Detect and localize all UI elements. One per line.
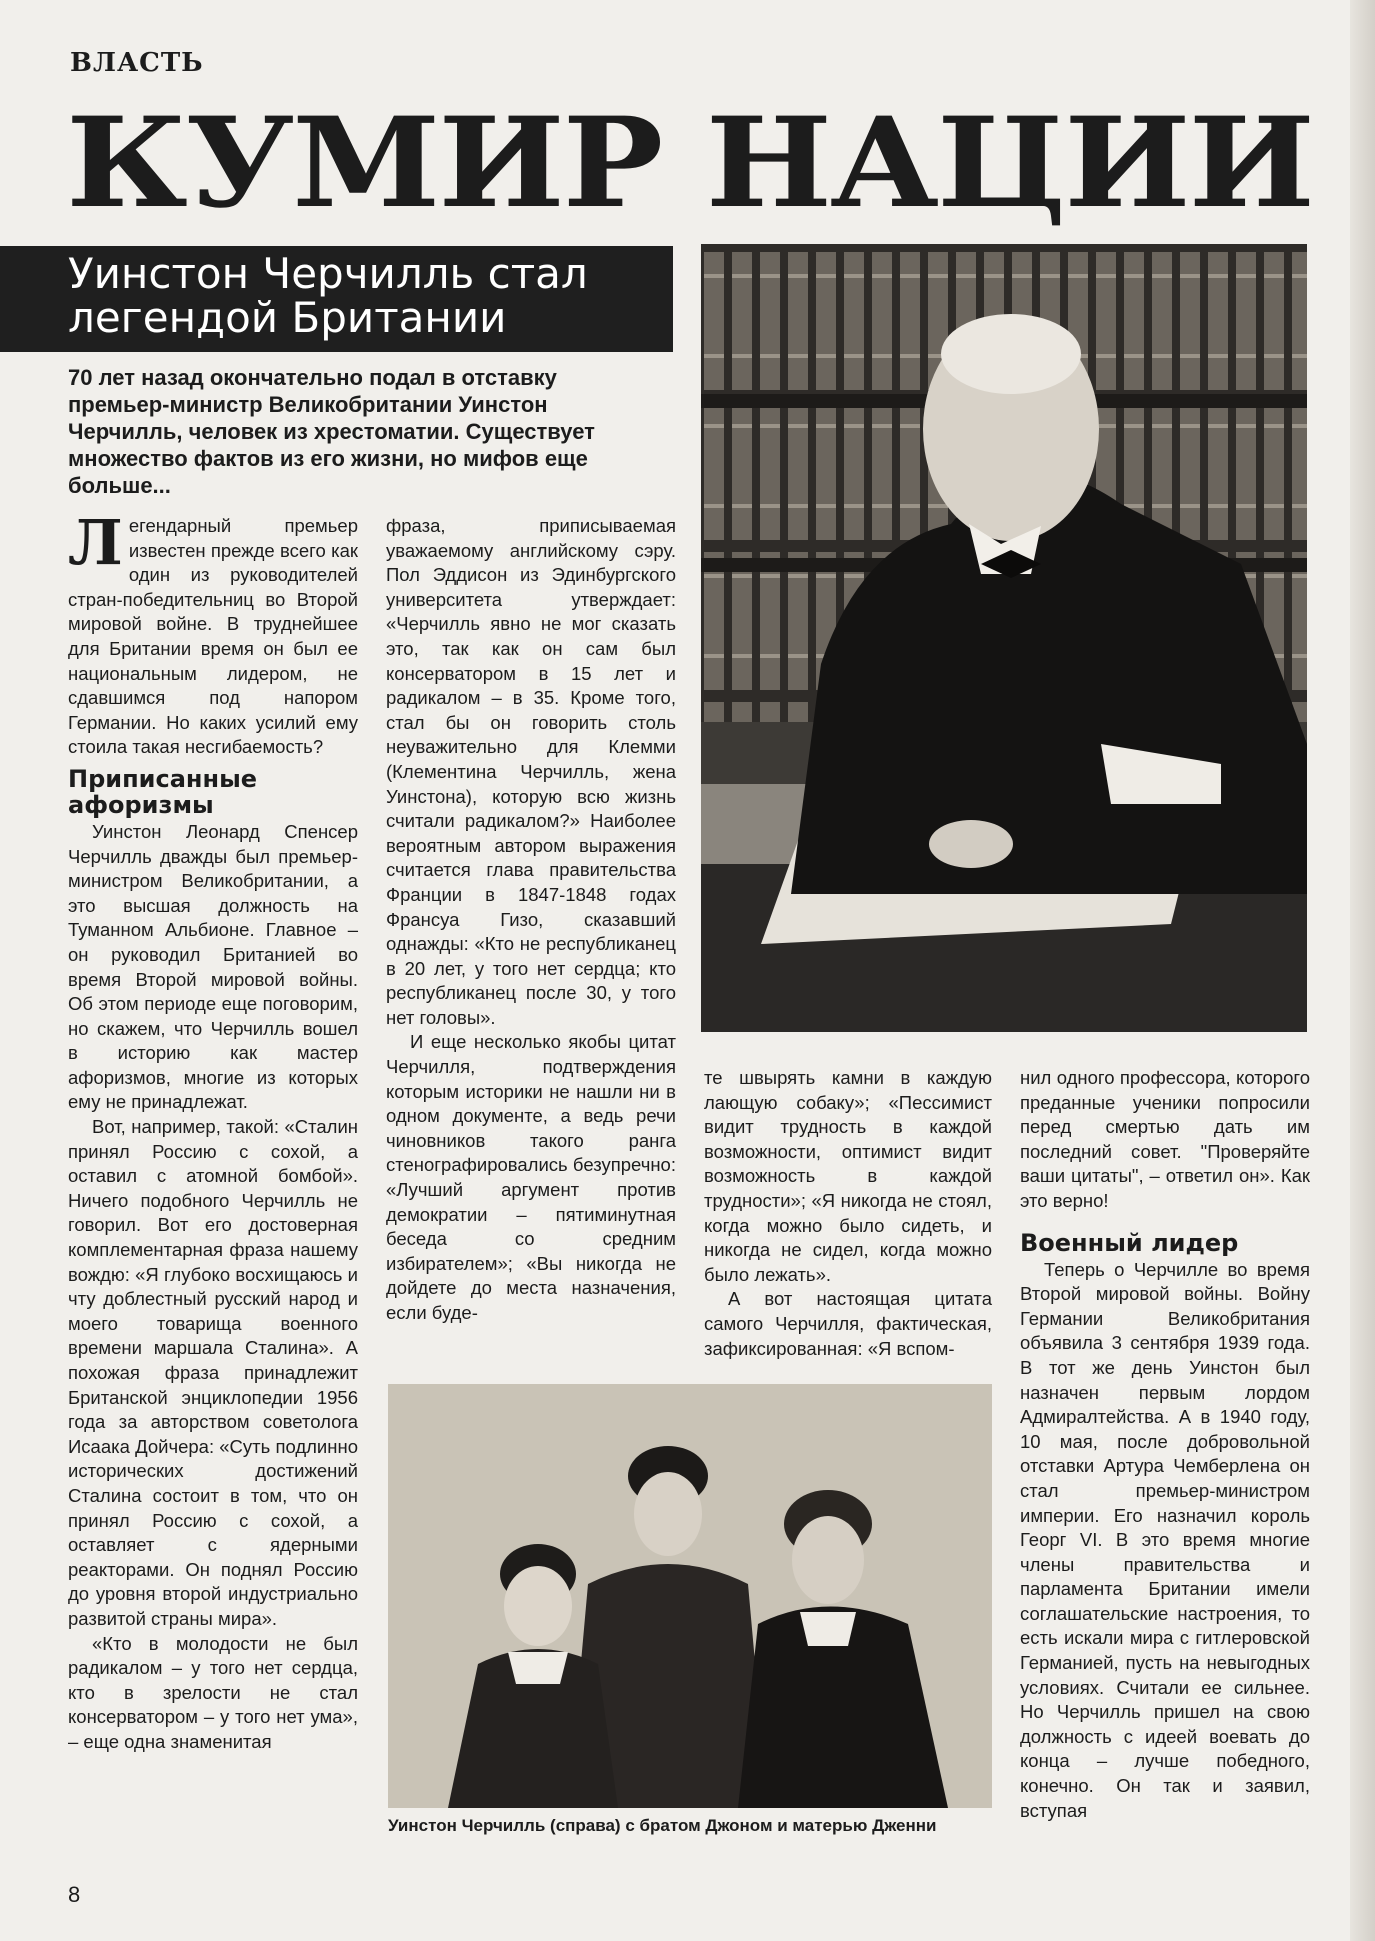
subheadline-line-1: Уинстон Черчилль стал — [68, 249, 588, 298]
subheading-military-leader: Военный лидер — [1020, 1228, 1239, 1257]
family-illustration — [388, 1384, 992, 1808]
portrait-illustration — [701, 244, 1307, 1032]
col2-paragraph-1: фраза, приписываемая уважаемому английскому сэру. Пол Эддисон из Эдинбургского университета утверждает: «Черчилль явно не мог сказать это, так как он сам был консерватором в 15 лет и радикалом – в 35. Кроме того, стал бы он говорить столь неуважительно для Клемми (Клементина Черчилль, жена Уинстона), которую всю жизнь считали радикалом?» Наиболее вероятным автором выражения считается глава правительства Франции в 1847-1848 годах Франсуа Гизо, сказавший однажды: «Кто не республиканец в 20 лет, у того нет сердца; кто республиканец после 30, у того нет головы». — [386, 515, 676, 1028]
article-column-2 — [386, 514, 676, 1326]
col1-paragraph-2: Уинстон Леонард Спенсер Черчилль дважды был премьер-министром Великобритании, а это высшая должность на Туманном Альбионе. Главное – он руководил Британией во время Второй мировой войны. Об этом периоде еще поговорим, но скажем, что Черчилль вошел в историю как мастер афоризмов, многие из которых ему не принадлежат. — [68, 820, 358, 1113]
col4-paragraph-2: Теперь о Черчилле во время Второй мировой войны. Войну Германии Великобритания объявила 3 сентября 1939 года. В тот же день Уинстон был назначен первым лордом Адмиралтейства. А в 1940 году, 10 мая, после добровольной отставки Артура Чемберлена он стал премьер-министром империи. Его назначил король Георг VI. В это время многие члены правительства и парламента Британии имели соглашательские настроения, то есть искали мира с гитлеровской Германией, пусть на невыгодных условиях. Считали ее сильнее. Но Черчилль пришел на свою должность с идеей воевать до конца – лучше победного, конечно. Он так и заявил, вступая — [1020, 1258, 1310, 1821]
col1-paragraph-3: Вот, например, такой: «Сталин принял Россию с сохой, а оставил с атомной бомбой». Ничего подобного Черчилль не говорил. Вот его достоверная комплементарная фраза нашему вождю: «Я глубоко восхищаюсь и чту доблестный русский народ и моего товарища военного времени маршала Сталина». А похожая фраза принадлежит Британской энциклопедии 1956 года за авторством советолога Исаака Дойчера: «Суть подлинно исторических достижений Сталина состоит в том, что он принял Россию с сохой, а оставляет с ядерными реакторами. Он поднял Россию до уровня второй индустриально развитой страны мира». — [68, 1116, 358, 1629]
article-column-4 — [1020, 1066, 1310, 1823]
dropcap-letter: Л — [68, 506, 123, 579]
col4-paragraph-1: нил одного профессора, которого преданные ученики попросили перед смертью дать им последний совет. "Проверяйте ваши цитаты", – ответил он». Как это верно! — [1020, 1067, 1310, 1211]
section-label: ВЛАСТЬ — [70, 48, 204, 78]
headline: КУМИР НАЦИИ — [66, 91, 1313, 236]
subheadline-line-2: легендой Британии — [68, 293, 507, 342]
col1-paragraph-4: «Кто в молодости не был радикалом – у того нет сердца, кто в зрелости не стал консерватором – у того нет ума», – еще одна знаменитая — [68, 1632, 358, 1752]
subheadline-bar — [0, 246, 673, 352]
page-fold-shadow — [1350, 0, 1375, 1941]
article-column-3 — [704, 1066, 992, 1361]
lead-paragraph: 70 лет назад окончательно подал в отставку премьер-министр Великобритании Уинстон Черчилль, человек из хрестоматии. Существует множество фактов из его жизни, но мифов еще больше... — [68, 365, 595, 498]
subheading-attributed-aphorisms: Приписанные афоризмы — [68, 764, 258, 819]
page-number: 8 — [68, 1882, 81, 1907]
article-column-1 — [68, 506, 358, 1755]
family-photo — [388, 1384, 992, 1808]
col3-paragraph-1: те швырять камни в каждую лающую собаку»; «Пессимист видит трудность в каждой возможности, оптимист видит возможность в каждой трудности»; «Я никогда не стоял, когда можно было сидеть, и никогда не сидел, когда можно было лежать». — [704, 1067, 992, 1285]
col1-paragraph-1: егендарный премьер известен прежде всего как один из руководителей стран-победительниц во Второй мировой войне. В труднейшее для Британии время он был ее национальным лидером, не сдавшимся под напором Германии. Но каких усилий ему стоила такая несгибаемость? — [68, 515, 358, 758]
churchill-portrait-photo — [701, 244, 1307, 1032]
photo-caption: Уинстон Черчилль (справа) с братом Джоном и матерью Дженни — [388, 1816, 937, 1835]
col2-paragraph-2: И еще несколько якобы цитат Черчилля, подтверждения которым историки не нашли ни в одном документе, а ведь речи чиновников такого ранга стенографировались безупречно: «Лучший аргумент против демократии – пятиминутная беседа со средним избирателем»; «Вы никогда не дойдете до места назначения, если буде- — [386, 1031, 676, 1323]
col3-paragraph-2: А вот настоящая цитата самого Черчилля, фактическая, зафиксированная: «Я вспом- — [704, 1288, 992, 1359]
